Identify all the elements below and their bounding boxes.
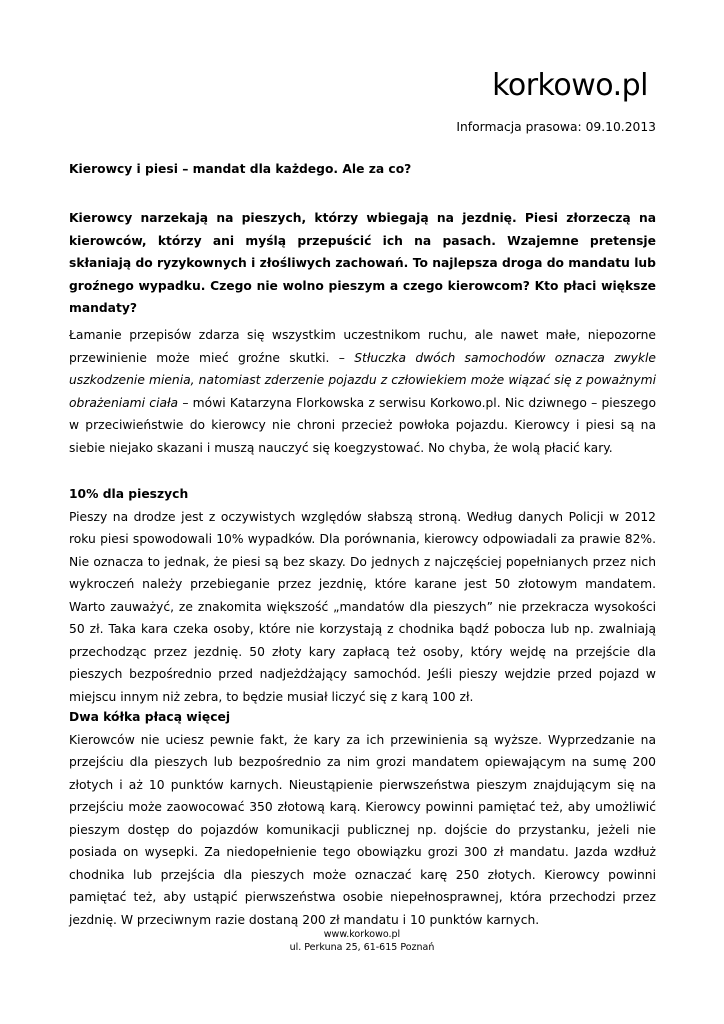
section-drivers-body: Kierowców nie uciesz pewnie fakt, że kary za ich przewinienia są wyższe. Wyprzedzanie na przejściu dla pieszych lub bezpośrednio za nim grozi mandatem opiewającym na sumę 200 złotych i aż 10 punktów karnych. Nieustąpienie pierwszeństwa pieszym znajdującym się na przejściu może zaowocować 350 złotową karą. Kierowcy powinni pamiętać też, aby umożliwić pieszym dostęp do pojazdów komunikacji publicznej np. dojście do przystanku, jeżeli nie posiada on wysepki. Za niedopełnienie tego obowiązku grozi 300 zł mandatu. Jazda wzdłuż chodnika lub przejścia dla pieszych może oznaczać karę 250 złotych. Kierowcy powinni pamiętać też, aby ustąpić pierwszeństwa osobie niepełnosprawnej, która przechodzi przez jezdnię. W przeciwnym razie dostaną 200 zł mandatu i 10 punktów karnych. — [69, 732, 656, 927]
section-pedestrians-body: Pieszy na drodze jest z oczywistych względów słabszą stroną. Według danych Policji w 2012 roku piesi spowodowali 10% wypadków. Dla porównania, kierowcy odpowiadali za prawie 82%. Nie oznacza to jednak, że piesi są bez skazy. Do jednych z najczęściej popełnianych przez nich wykroczeń należy przebieganie przez jezdnię, które karane jest 50 złotowym mandatem. Warto zauważyć, ze znakomita większość „mandatów dla pieszych” nie przekracza wysokości 50 zł. Taka kara czeka osoby, które nie korzystają z chodnika bądź pobocza lub np. zwalniają przechodząc przez jezdnię. 50 złoty kary zapłacą też osoby, który wejdę na przejście dla pieszych bezpośrednio przed nadjeżdżający samochód. Jeśli pieszy wejdzie przed pojazd w miejscu innym niż zebra, to będzie musiał liczyć się z karą 100 zł. — [69, 509, 656, 704]
footer-address: ul. Perkuna 25, 61-615 Poznań — [289, 942, 435, 953]
intro-text-before-quote: Łamanie przepisów zdarza się wszystkim uczestnikom ruchu, ale nawet małe, niepozorne przewinienie może mieć groźne skutki. – — [69, 328, 656, 365]
footer-website: www.korkowo.pl — [323, 929, 401, 940]
section-drivers — [69, 706, 656, 931]
article-title: Kierowcy i piesi – mandat dla każdego. Ale za co? — [69, 162, 412, 176]
page-footer — [0, 928, 724, 954]
brand-logo: korkowo.pl — [492, 68, 648, 103]
article-intro — [69, 324, 656, 459]
section-pedestrians — [69, 483, 656, 708]
intro-text-after-quote: – mówi Katarzyna Florkowska z serwisu Korkowo.pl. Nic dziwnego – pieszego w przeciwieństwie do kierowcy nie chroni przecież powłoka pojazdu. Kierowcy i piesi są na siebie niejako skazani i muszą nauczyć się koegzystować. No chyba, że wolą płacić kary. — [69, 395, 656, 455]
section-drivers-heading: Dwa kółka płacą więcej — [69, 710, 231, 724]
section-pedestrians-heading: 10% dla pieszych — [69, 487, 189, 501]
article-lead: Kierowcy narzekają na pieszych, którzy wbiegają na jezdnię. Piesi złorzeczą na kierowców, którzy ani myślą przepuścić ich na pasach. Wzajemne pretensje skłaniają do ryzykownych i złośliwych zachowań. To najlepsza droga do mandatu lub groźnego wypadku. Czego nie wolno pieszym a czego kierowcom? Kto płaci większe mandaty? — [69, 211, 656, 315]
press-release-date: Informacja prasowa: 09.10.2013 — [456, 120, 656, 134]
intro-quote: Stłuczka dwóch samochodów oznacza zwykle uszkodzenie mienia, natomiast zderzenie pojazdu z człowiekiem może wiązać się z poważnymi obrażeniami ciała — [69, 350, 656, 410]
